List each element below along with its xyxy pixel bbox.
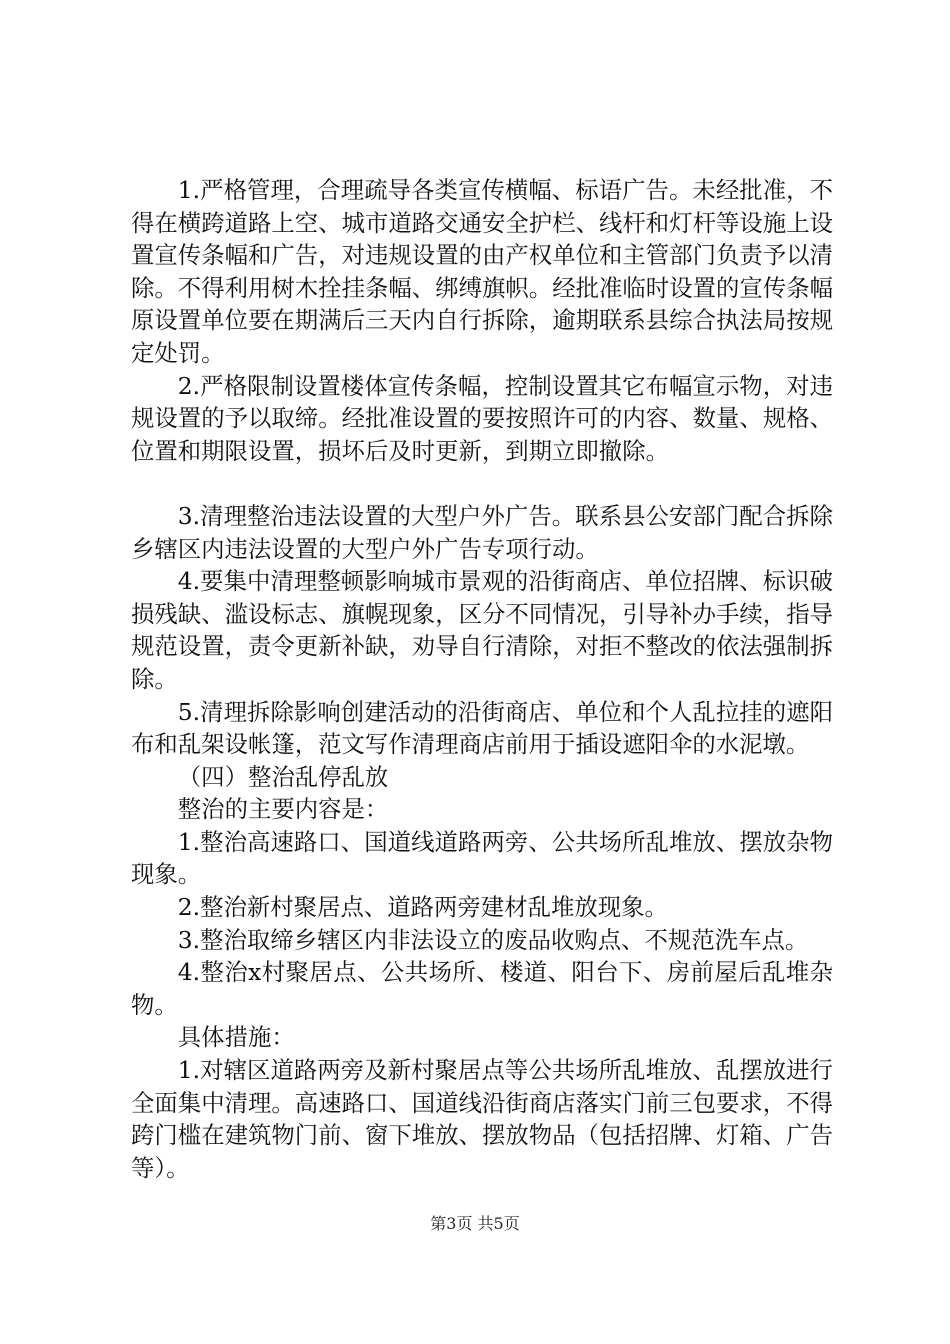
paragraph-3: 3.清理整治违法设置的大型户外广告。联系县公安部门配合拆除乡辖区内违法设置的大型户外广告专项行动。 (131, 501, 833, 563)
paragraph-main-content-intro: 整治的主要内容是： (177, 795, 389, 824)
paragraph-content-4: 4.整治x村聚居点、公共场所、楼道、阳台下、房前屋后乱堆杂物。 (131, 958, 833, 1019)
paragraph-content-1: 1.整治高速路口、国道线道路两旁、公共场所乱堆放、摆放杂物现象。 (131, 827, 833, 889)
paragraph-1: 1.严格管理，合理疏导各类宣传横幅、标语广告。未经批准，不得在横跨道路上空、城市道路交通安全护栏、线杆和灯杆等设施上设置宣传条幅和广告，对违规设置的由产权单位和主管部门负责予以清除。不得利用树木拴挂条幅、绑缚旗帜。经批准临时设置的宣传条幅原设置单位要在期满后三天内自行拆除，逾期联系县综合执法局按规定处罚。 (131, 176, 833, 367)
paragraph-content-3: 3.整治取缔乡辖区内非法设立的废品收购点、不规范洗车点。 (177, 925, 809, 954)
paragraph-content-2: 2.整治新村聚居点、道路两旁建材乱堆放现象。 (177, 893, 668, 922)
document-body (131, 174, 833, 1184)
paragraph-2: 2.严格限制设置楼体宣传条幅，控制设置其它布幅宣示物，对违规设置的予以取缔。经批准设置的要按照许可的内容、数量、规格、位置和期限设置，损坏后及时更新，到期立即撤除。 (131, 371, 833, 465)
section-heading: （四）整治乱停乱放 (177, 762, 389, 791)
page-number-footer: 第3页 共5页 (430, 1214, 520, 1233)
paragraph-measures-intro: 具体措施： (177, 1023, 295, 1052)
paragraph-measure-1: 1.对辖区道路两旁及新村聚居点等公共场所乱堆放、乱摆放进行全面集中清理。高速路口、国道线沿街商店落实门前三包要求，不得跨门槛在建筑物门前、窗下堆放、摆放物品（包括招牌、灯箱、广告等）。 (131, 1056, 833, 1182)
paragraph-4: 4.要集中清理整顿影响城市景观的沿街商店、单位招牌、标识破损残缺、滥设标志、旗幌现象，区分不同情况，引导补办手续，指导规范设置，责令更新补缺，劝导自行清除，对拒不整改的依法强制拆除。 (131, 567, 833, 693)
paragraph-5: 5.清理拆除影响创建活动的沿街商店、单位和个人乱拉挂的遮阳布和乱架设帐篷，范文写作清理商店前用于插设遮阳伞的水泥墩。 (131, 697, 833, 759)
